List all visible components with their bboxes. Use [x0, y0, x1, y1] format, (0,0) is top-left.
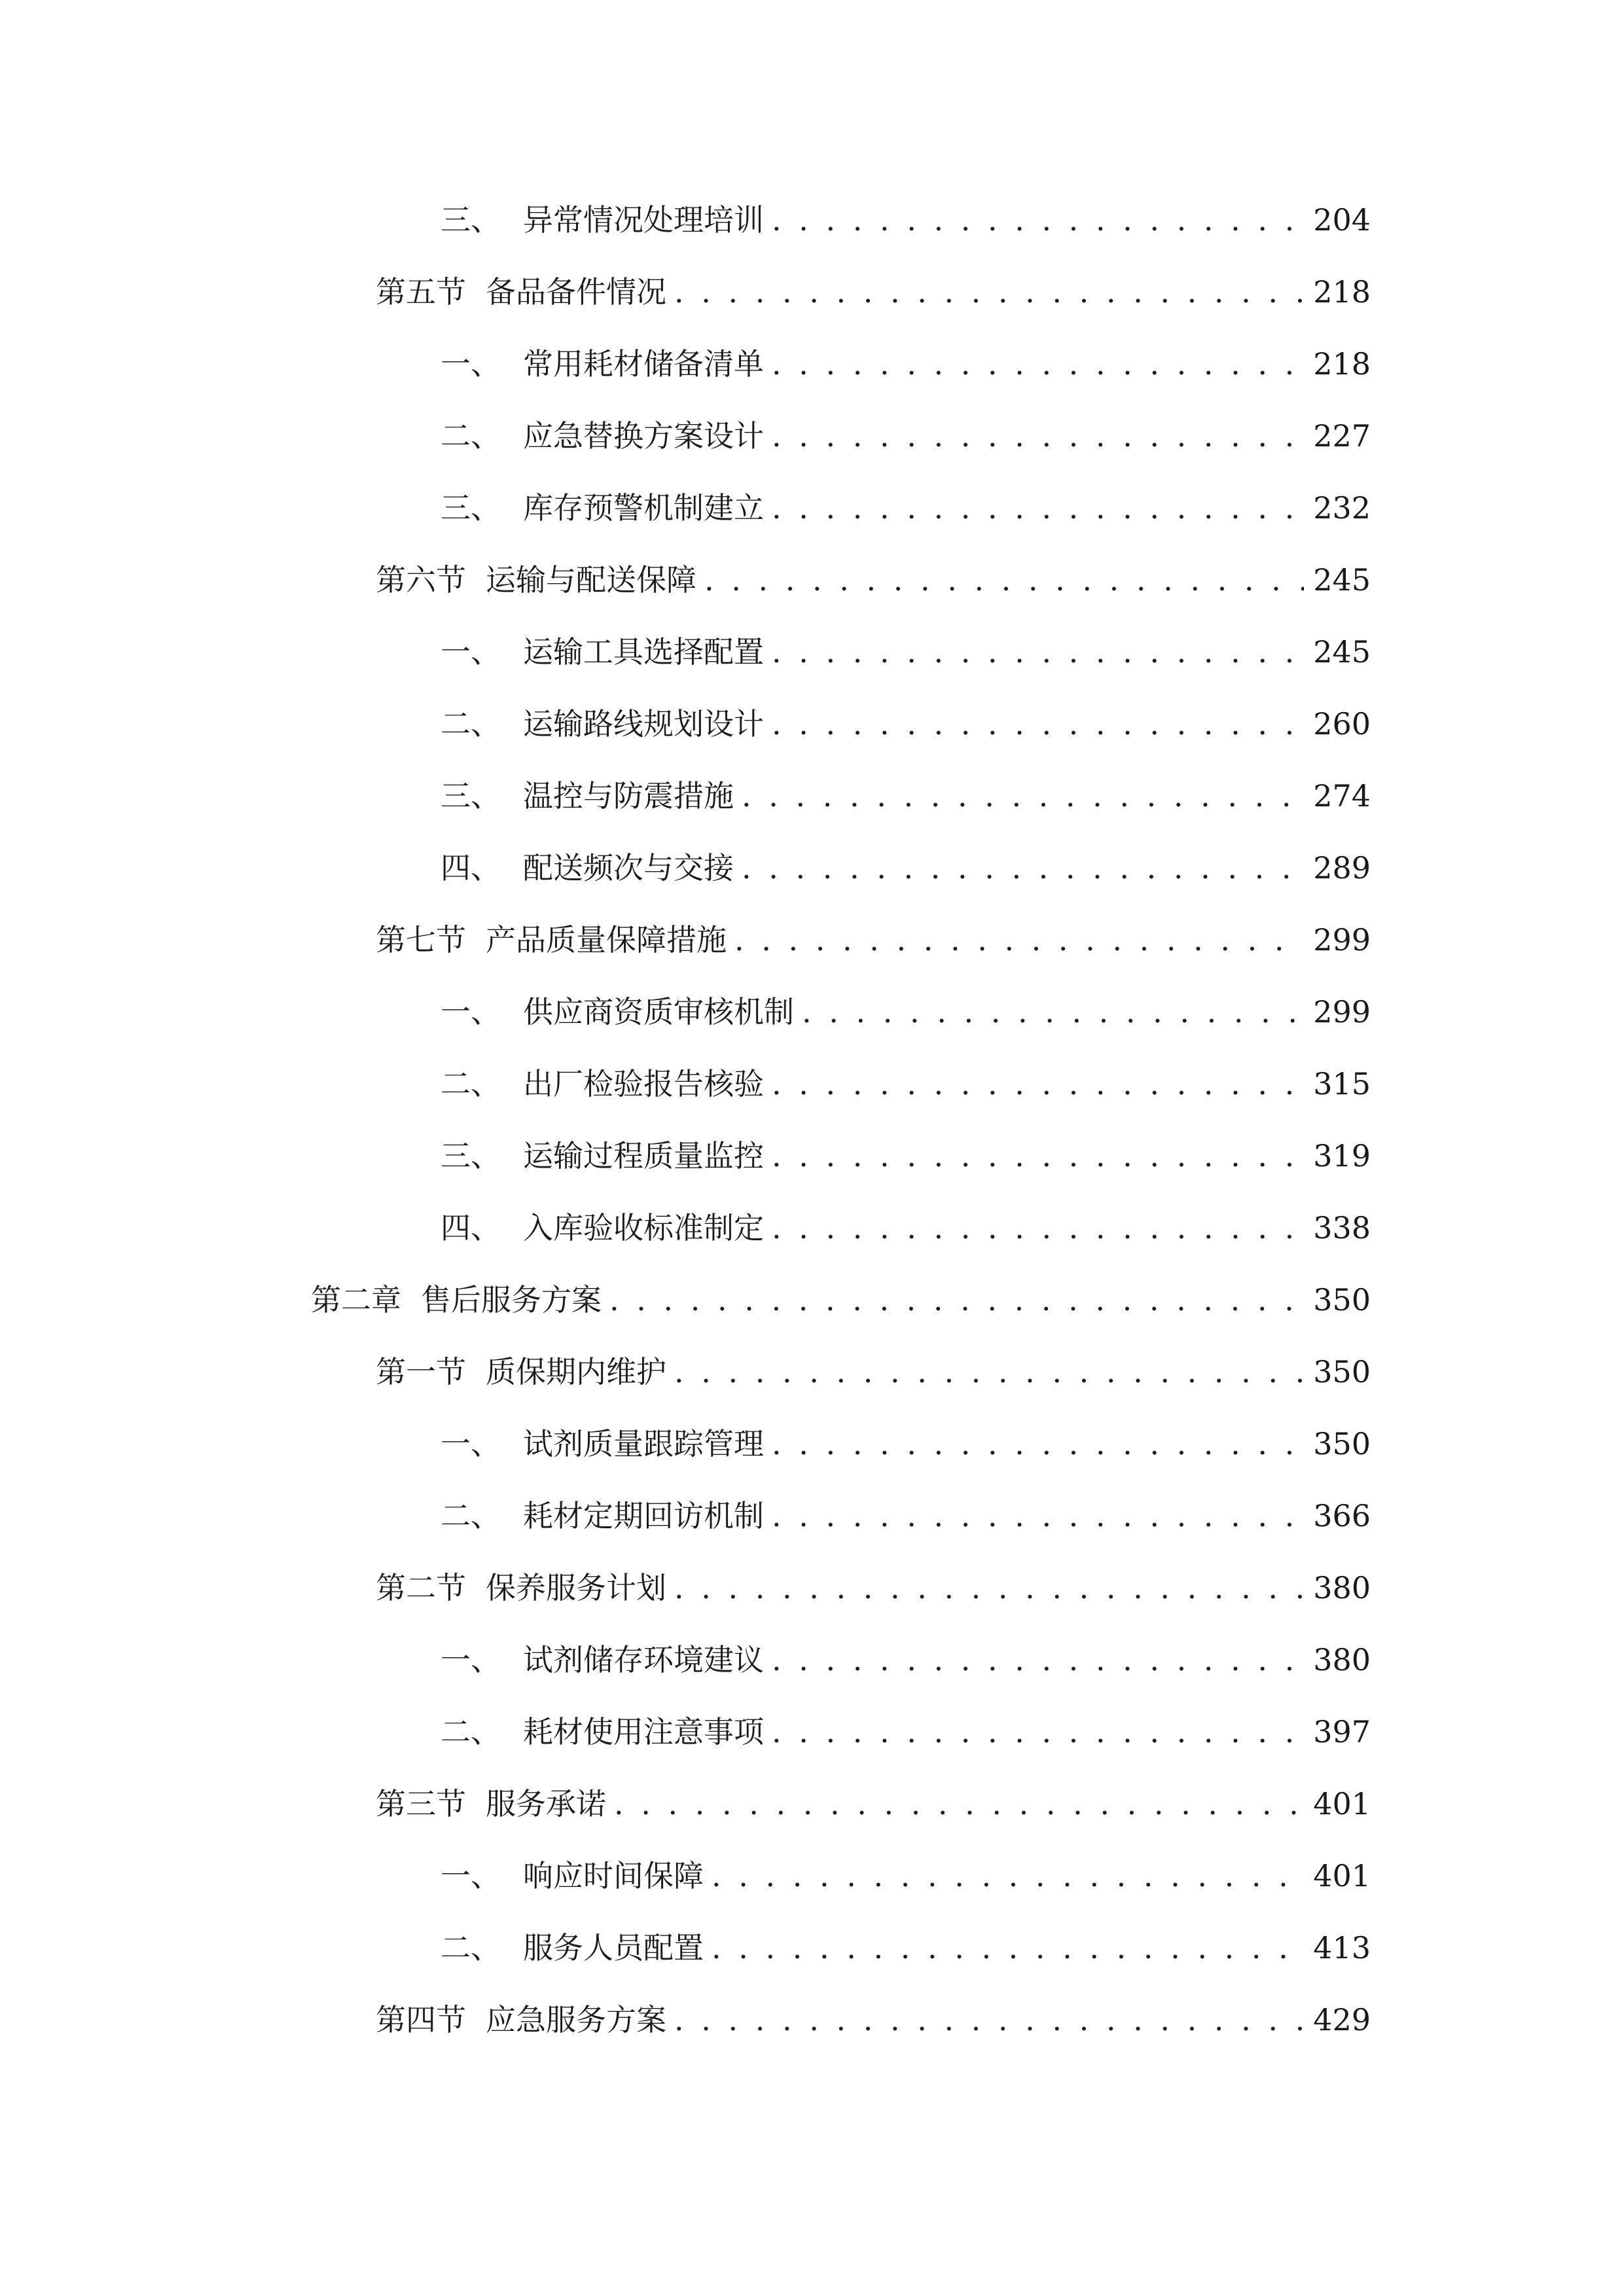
toc-entry[interactable]	[441, 1136, 1371, 1175]
toc-page-number: 245	[1313, 634, 1371, 670]
toc-entry[interactable]	[441, 848, 1371, 888]
toc-page-number: 315	[1313, 1066, 1371, 1102]
dot-leader	[772, 1064, 1304, 1103]
dot-leader	[712, 1856, 1304, 1895]
toc-entry[interactable]	[441, 200, 1371, 240]
toc-page-number: 350	[1313, 1282, 1371, 1318]
toc-prefix: 三、	[441, 778, 501, 814]
toc-prefix: 一、	[441, 1426, 501, 1462]
toc-title: 耗材定期回访机制	[523, 1498, 764, 1534]
toc-prefix: 三、	[441, 490, 501, 526]
dot-leader	[772, 488, 1304, 528]
toc-title: 应急替换方案设计	[523, 418, 764, 454]
dot-leader	[674, 1352, 1304, 1391]
toc-page-number: 232	[1313, 490, 1371, 526]
toc-title: 出厂检验报告核验	[523, 1066, 764, 1102]
toc-page-number: 245	[1313, 562, 1371, 598]
toc-title: 运输工具选择配置	[523, 634, 764, 670]
toc-prefix: 二、	[441, 1498, 501, 1534]
toc-page-number: 350	[1313, 1426, 1371, 1462]
toc-title: 售后服务方案	[421, 1282, 602, 1318]
toc-title: 供应商资质审核机制	[523, 994, 794, 1030]
toc-page-number: 380	[1313, 1570, 1371, 1605]
toc-entry[interactable]	[376, 920, 1371, 960]
toc-entry[interactable]	[376, 272, 1371, 312]
toc-title: 保养服务计划	[486, 1570, 666, 1605]
toc-prefix: 一、	[441, 1642, 501, 1677]
toc-entry[interactable]	[441, 488, 1371, 528]
toc-entry[interactable]	[441, 1208, 1371, 1247]
toc-title: 服务人员配置	[523, 1930, 704, 1965]
toc-prefix: 第一节	[376, 1354, 466, 1390]
dot-leader	[772, 704, 1304, 744]
toc-title: 入库验收标准制定	[523, 1210, 764, 1246]
toc-entry[interactable]	[441, 992, 1371, 1031]
toc-title: 异常情况处理培训	[523, 202, 764, 238]
dot-leader	[712, 1928, 1304, 1967]
dot-leader	[674, 272, 1304, 312]
toc-prefix: 二、	[441, 1714, 501, 1749]
toc-entry[interactable]	[376, 1568, 1371, 1607]
toc-entry[interactable]	[376, 560, 1371, 600]
toc-prefix: 一、	[441, 634, 501, 670]
toc-title: 试剂储存环境建议	[523, 1642, 764, 1677]
toc-prefix: 第五节	[376, 274, 466, 310]
dot-leader	[609, 1280, 1304, 1319]
toc-title: 服务承诺	[486, 1786, 606, 1821]
toc-page-number: 366	[1313, 1498, 1371, 1534]
toc-page-number: 227	[1313, 418, 1371, 454]
toc-entry[interactable]	[441, 1640, 1371, 1679]
toc-entry[interactable]	[441, 1712, 1371, 1751]
toc-title: 配送频次与交接	[523, 850, 734, 886]
toc-prefix: 第七节	[376, 922, 466, 958]
toc-page-number: 204	[1313, 202, 1371, 238]
toc-title: 产品质量保障措施	[486, 922, 727, 958]
toc-page-number: 299	[1313, 994, 1371, 1030]
toc-title: 响应时间保障	[523, 1858, 704, 1893]
dot-leader	[772, 416, 1304, 456]
toc-prefix: 四、	[441, 850, 501, 886]
dot-leader	[742, 848, 1304, 888]
toc-title: 试剂质量跟踪管理	[523, 1426, 764, 1462]
toc-page-number: 413	[1313, 1930, 1371, 1965]
dot-leader	[674, 1568, 1304, 1607]
toc-entry[interactable]	[441, 632, 1371, 672]
toc-title: 备品备件情况	[486, 274, 666, 310]
toc-prefix: 三、	[441, 202, 501, 238]
toc-title: 运输与配送保障	[486, 562, 696, 598]
dot-leader	[742, 776, 1304, 816]
toc-page-number: 289	[1313, 850, 1371, 886]
dot-leader	[614, 1784, 1304, 1823]
toc-page-number: 380	[1313, 1642, 1371, 1677]
toc-prefix: 二、	[441, 418, 501, 454]
toc-title: 库存预警机制建立	[523, 490, 764, 526]
dot-leader	[734, 920, 1304, 960]
toc-page-number: 218	[1313, 346, 1371, 382]
dot-leader	[772, 632, 1304, 672]
dot-leader	[772, 200, 1304, 240]
toc-title: 应急服务方案	[486, 2002, 666, 2037]
toc-title: 耗材使用注意事项	[523, 1714, 764, 1749]
toc-entry[interactable]	[376, 1352, 1371, 1391]
dot-leader	[772, 1496, 1304, 1535]
toc-prefix: 一、	[441, 346, 501, 382]
toc-prefix: 一、	[441, 994, 501, 1030]
toc-page-number: 401	[1313, 1858, 1371, 1893]
toc-page-number: 274	[1313, 778, 1371, 814]
toc-title: 质保期内维护	[486, 1354, 666, 1390]
dot-leader	[772, 1136, 1304, 1175]
dot-leader	[772, 1640, 1304, 1679]
toc-page-number: 260	[1313, 706, 1371, 742]
toc-page-number: 397	[1313, 1714, 1371, 1749]
dot-leader	[772, 344, 1304, 384]
dot-leader	[802, 992, 1304, 1031]
toc-page-number: 429	[1313, 2002, 1371, 2037]
toc-prefix: 第三节	[376, 1786, 466, 1821]
toc-prefix: 第二章	[311, 1282, 401, 1318]
toc-page-number: 350	[1313, 1354, 1371, 1390]
dot-leader	[674, 2000, 1304, 2039]
toc-entry[interactable]	[441, 416, 1371, 456]
dot-leader	[772, 1424, 1304, 1463]
dot-leader	[704, 560, 1304, 600]
toc-entry[interactable]	[376, 1784, 1371, 1823]
toc-entry[interactable]	[311, 1280, 1371, 1319]
toc-prefix: 一、	[441, 1858, 501, 1893]
dot-leader	[772, 1208, 1304, 1247]
toc-prefix: 第四节	[376, 2002, 466, 2037]
toc-entry[interactable]	[441, 1496, 1371, 1535]
toc-page-number: 218	[1313, 274, 1371, 310]
toc-title: 温控与防震措施	[523, 778, 734, 814]
toc-prefix: 三、	[441, 1138, 501, 1174]
toc-entry[interactable]	[441, 776, 1371, 816]
toc-title: 运输过程质量监控	[523, 1138, 764, 1174]
toc-entry[interactable]	[441, 1064, 1371, 1103]
toc-page-number: 319	[1313, 1138, 1371, 1174]
toc-entry[interactable]	[441, 1928, 1371, 1967]
toc-prefix: 第二节	[376, 1570, 466, 1605]
toc-page-number: 401	[1313, 1786, 1371, 1821]
toc-entry[interactable]	[441, 344, 1371, 384]
toc-page-number: 299	[1313, 922, 1371, 958]
toc-title: 常用耗材储备清单	[523, 346, 764, 382]
toc-prefix: 四、	[441, 1210, 501, 1246]
dot-leader	[772, 1712, 1304, 1751]
toc-entry[interactable]	[376, 2000, 1371, 2039]
toc-prefix: 二、	[441, 706, 501, 742]
toc-title: 运输路线规划设计	[523, 706, 764, 742]
toc-entry[interactable]	[441, 1424, 1371, 1463]
toc-page-number: 338	[1313, 1210, 1371, 1246]
toc-prefix: 第六节	[376, 562, 466, 598]
toc-entry[interactable]	[441, 704, 1371, 744]
toc-prefix: 二、	[441, 1930, 501, 1965]
toc-prefix: 二、	[441, 1066, 501, 1102]
toc-entry[interactable]	[441, 1856, 1371, 1895]
